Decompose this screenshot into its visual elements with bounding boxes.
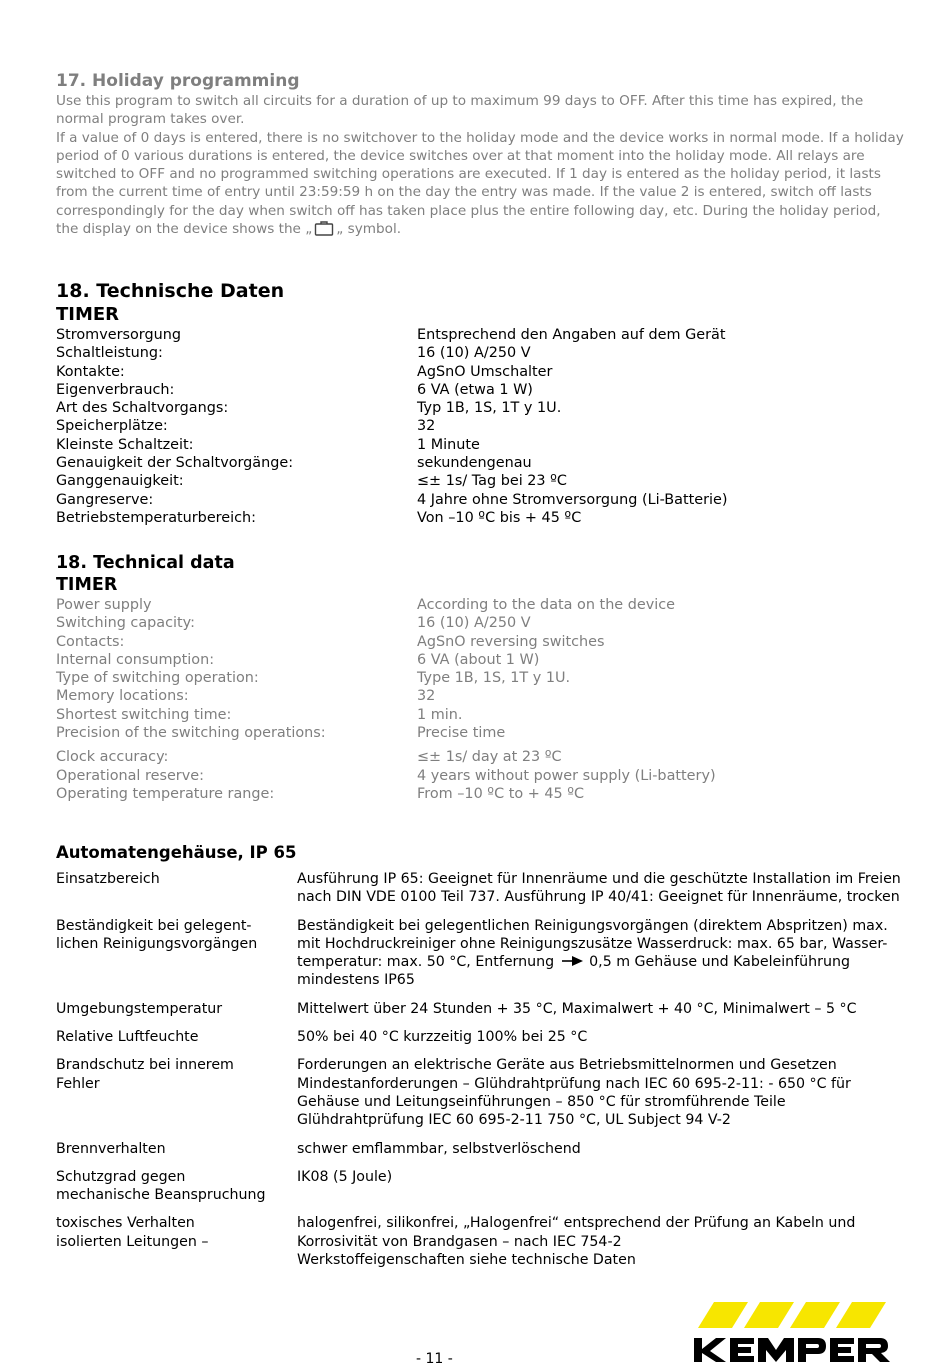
spec-label: Art des Schaltvorgangs:	[56, 400, 229, 417]
housing-section	[56, 842, 906, 1279]
housing-value-part: Beständigkeit bei gelegentlichen Reinigungsvorgängen (direktem Abspritzen) max. mit Hochdruckreiniger ohne Reinigungszusätze Wasserdruck: max. 65 bar, Wasser- temperatur: max. 50 °C, Entfernung	[297, 917, 888, 971]
housing-label: Brandschutz bei innerem Fehler	[56, 1057, 234, 1092]
housing-label: Relative Luftfeuchte	[56, 1029, 199, 1046]
spec-row	[56, 596, 906, 614]
tech-en-title: 18. Technical data	[56, 553, 235, 573]
holiday-text-before-icon: If a value of 0 days is entered, there is no switchover to the holiday mode and the device works in normal mode. If a holiday period of 0 various durations is entered, the device switches over at that moment into the holiday mode. All relays are switched to OFF and no programmed switching operations are executed. If 1 day is entered as the holiday period, it lasts from the current time of entry until 23:59:59 h on the day the entry was made. If the value 2 is entered, switch off lasts correspondingly for the day when switch off has taken place plus the entire following day, etc. During the holiday period, the display on the device shows the „	[56, 129, 904, 238]
spec-label: Precision of the switching operations:	[56, 725, 326, 742]
spec-row	[56, 724, 906, 742]
spec-row	[56, 748, 906, 766]
spec-label: Betriebstemperaturbereich:	[56, 509, 257, 526]
housing-value: schwer emflammbar, selbstverlöschend	[297, 1140, 581, 1157]
spec-label: Type of switching operation:	[56, 670, 259, 687]
tech-en-subtitle: TIMER	[56, 575, 118, 595]
spec-label: Stromversorgung	[56, 327, 181, 343]
housing-label: Brennverhalten	[56, 1140, 166, 1157]
spec-value: AgSnO reversing switches	[417, 633, 605, 650]
housing-row	[56, 870, 906, 907]
housing-value: halogenfrei, silikonfrei, „Halogenfrei“ entsprechend der Prüfung an Kabeln und Korrosivität von Brandgasen – nach IEC 754-2 Werkstoffeigenschaften siehe technische Daten	[297, 1215, 856, 1269]
spec-value: 4 years without power supply (Li-battery)	[417, 767, 716, 784]
spec-row	[56, 381, 906, 399]
housing-label: Umgebungstemperatur	[56, 1000, 223, 1017]
housing-label: Beständigkeit bei gelegent- lichen Reinigungsvorgängen	[56, 917, 258, 952]
spec-label: Operating temperature range:	[56, 785, 275, 802]
housing-row	[56, 917, 906, 990]
spec-row	[56, 344, 906, 362]
suitcase-icon	[314, 220, 334, 236]
spec-value: According to the data on the device	[417, 597, 676, 613]
holiday-title: 17. Holiday programming	[56, 71, 300, 91]
spec-label: Genauigkeit der Schaltvorgänge:	[56, 455, 294, 472]
housing-value: Mittelwert über 24 Stunden + 35 °C, Maximalwert + 40 °C, Minimalwert – 5 °C	[297, 1000, 857, 1017]
housing-row	[56, 1140, 906, 1158]
spec-label: Clock accuracy:	[56, 749, 169, 766]
page-number: - 11 -	[416, 1351, 453, 1367]
spec-label: Operational reserve:	[56, 767, 204, 784]
spec-value: 1 Minute	[417, 436, 480, 453]
spec-value: Type 1B, 1S, 1T y 1U.	[417, 670, 571, 687]
tech-de-subtitle: TIMER	[56, 304, 120, 325]
spec-value: From –10 ºC to + 45 ºC	[417, 785, 585, 802]
housing-value-part: 0,5 m Gehäuse und Kabeleinführung mindestens IP65	[297, 954, 850, 989]
spec-value: ≤± 1s/ Tag bei 23 ºC	[417, 473, 567, 490]
arrow-right-icon	[559, 955, 585, 967]
spec-label: Power supply	[56, 597, 152, 613]
spec-label: Kleinste Schaltzeit:	[56, 436, 194, 453]
logo-wordmark	[694, 1338, 890, 1362]
spec-row	[56, 706, 906, 724]
spec-value: 16 (10) A/250 V	[417, 345, 531, 362]
housing-value: Ausführung IP 65: Geeignet für Innenräume und die geschützte Installation im Freien nach DIN VDE 0100 Teil 737. Ausführung IP 40/41: Geeignet für Innenräume, trocken	[297, 871, 901, 906]
housing-spec-list	[56, 870, 906, 1269]
housing-value: IK08 (5 Joule)	[297, 1168, 393, 1185]
spec-label: Kontakte:	[56, 363, 125, 380]
spec-value: Von –10 ºC bis + 45 ºC	[417, 509, 582, 526]
housing-value: Forderungen an elektrische Geräte aus Betriebsmittelnormen und Gesetzen Mindestanforderungen – Glühdrahtprüfung nach IEC 60 695-2-11: - 650 °C für Gehäuse und Leitungseinführungen – 850 °C für stromführende Teile Glühdrahtprüfung IEC 60 695-2-11 750 °C, UL Subject 94 V-2	[297, 1057, 851, 1129]
spec-row	[56, 687, 906, 705]
logo-stripes	[698, 1302, 886, 1328]
housing-value	[297, 917, 906, 990]
spec-label: Switching capacity:	[56, 615, 195, 632]
housing-row	[56, 1000, 906, 1018]
spec-row	[56, 785, 906, 803]
spec-value: ≤± 1s/ day at 23 ºC	[417, 749, 562, 766]
spec-row	[56, 633, 906, 651]
spec-row	[56, 509, 906, 527]
holiday-paragraph-1: Use this program to switch all circuits for a duration of up to maximum 99 days to OFF. After this time has expired, the normal program takes over.	[56, 93, 864, 128]
spec-row	[56, 651, 906, 669]
spec-label: Gangreserve:	[56, 491, 154, 508]
holiday-section	[56, 70, 904, 238]
spec-row	[56, 767, 906, 785]
spec-row	[56, 326, 906, 344]
spec-row	[56, 454, 906, 472]
spec-value: AgSnO Umschalter	[417, 363, 553, 380]
spec-label: Eigenverbrauch:	[56, 381, 175, 398]
spec-label: Shortest switching time:	[56, 706, 232, 723]
technical-data-german	[56, 279, 906, 527]
spec-row	[56, 399, 906, 417]
housing-row	[56, 1168, 906, 1205]
spec-row	[56, 614, 906, 632]
spec-value: 4 Jahre ohne Stromversorgung (Li-Batterie)	[417, 491, 728, 508]
kemper-logo	[692, 1300, 904, 1366]
tech-en-spec-list	[56, 596, 906, 803]
spec-value: sekundengenau	[417, 455, 532, 472]
tech-de-title: 18. Technische Daten	[56, 280, 285, 302]
spec-value: 16 (10) A/250 V	[417, 615, 531, 632]
spec-label: Speicherplätze:	[56, 418, 168, 435]
holiday-paragraph-2	[56, 129, 904, 239]
spec-label: Internal consumption:	[56, 651, 215, 668]
spec-row	[56, 417, 906, 435]
housing-label: Einsatzbereich	[56, 871, 160, 887]
housing-row	[56, 1214, 906, 1269]
spec-label: Schaltleistung:	[56, 345, 163, 362]
housing-label: Schutzgrad gegen mechanische Beanspruchung	[56, 1168, 266, 1204]
housing-label: toxisches Verhalten isolierten Leitungen –	[56, 1215, 209, 1250]
spec-label: Ganggenauigkeit:	[56, 473, 184, 490]
spec-value: Entsprechend den Angaben auf dem Gerät	[417, 327, 726, 343]
spec-value: 1 min.	[417, 706, 463, 723]
spec-value: Precise time	[417, 725, 506, 742]
housing-value: 50% bei 40 °C kurzzeitig 100% bei 25 °C	[297, 1029, 588, 1046]
housing-row	[56, 1028, 906, 1046]
spec-row	[56, 436, 906, 454]
technical-data-english	[56, 552, 906, 803]
spec-value: 6 VA (about 1 W)	[417, 651, 540, 668]
holiday-text-after-icon: „ symbol.	[336, 221, 402, 238]
spec-value: Typ 1B, 1S, 1T y 1U.	[417, 400, 562, 417]
spec-row	[56, 363, 906, 381]
spec-value: 32	[417, 688, 436, 705]
tech-de-spec-list	[56, 326, 906, 527]
spec-row	[56, 472, 906, 490]
housing-title: Automatengehäuse, IP 65	[56, 843, 297, 862]
housing-row	[56, 1056, 906, 1129]
spec-label: Contacts:	[56, 633, 125, 650]
spec-row	[56, 669, 906, 687]
spec-label: Memory locations:	[56, 688, 189, 705]
spec-value: 32	[417, 418, 436, 435]
spec-value: 6 VA (etwa 1 W)	[417, 381, 533, 398]
spec-row	[56, 491, 906, 509]
